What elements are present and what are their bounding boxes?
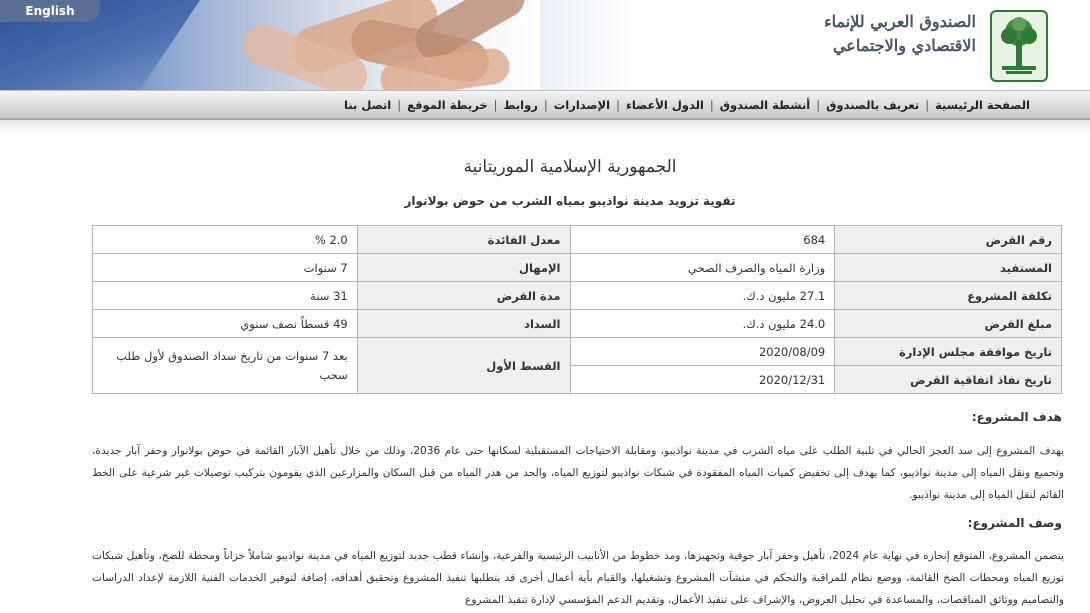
description-heading: وصف المشروع: — [967, 516, 1062, 530]
repayment-value: 49 قسطاً نصف سنوي — [93, 310, 358, 338]
nav-item-contact[interactable]: اتصل بنا — [344, 98, 392, 112]
nav-item-home[interactable]: الصفحة الرئيسية — [935, 98, 1030, 112]
effective-date-value: 2020/12/31 — [570, 366, 835, 394]
objective-text: يهدف المشروع إلى سد العجز الحالي في تلبية الطلب على مياه الشرب في مدينة نواذيبو، ومقابلة الاحتياجات المستقبلية لسكانها حتى عام 2036، وذلك من خلال تأهيل الآبار القائمة في حوض بولانوار وحفر آبار جديدة، وتجميع ونقل المياه إلى مدينة نواذيبو، كما يهدف إلى تخفيض كميات المياه المفقودة في شبكات نواذيبو لتوزيع المياه، والحد من هدر المياه من قبل السكان والمزارعين الذي يقومون بتركيب توصيلات غير شرعية على الخط القائم لنقل المياه إلى مدينة نواذيبو. — [92, 445, 1064, 501]
organization-name-line2: الاقتصادي والاجتماعي — [832, 36, 976, 55]
nav-item-sitemap[interactable]: خريطة الموقع — [407, 98, 488, 112]
nav-shadow — [0, 120, 1090, 134]
nav-item-member-states[interactable]: الدول الأعضاء — [625, 98, 704, 112]
project-title: تقوية تزويد مدينة نواذيبو بمياه الشرب من حوض بولانوار — [404, 194, 736, 208]
board-approval-date-label: تاريخ موافقة مجلس الإدارة — [835, 338, 1062, 366]
nav-separator: | — [493, 98, 498, 112]
palm-tree-icon — [994, 14, 1044, 78]
project-cost-value: 27.1 مليون د.ك. — [570, 282, 835, 310]
main-navigation — [0, 90, 1090, 120]
loan-term-label: مدة القرض — [357, 282, 570, 310]
loan-amount-label: مبلغ القرض — [835, 310, 1062, 338]
first-installment-label: القسط الأول — [357, 338, 570, 394]
loan-number-value: 684 — [570, 226, 835, 254]
effective-date-label: تاريخ نفاذ اتفاقية القرض — [835, 366, 1062, 394]
organization-name — [756, 10, 976, 58]
nav-separator: | — [543, 98, 548, 112]
table-row — [93, 226, 1062, 254]
nav-item-publications[interactable]: الإصدارات — [553, 98, 611, 112]
fund-logo[interactable] — [990, 10, 1048, 82]
nav-separator: | — [397, 98, 402, 112]
first-installment-value: بعد 7 سنوات من تاريخ سداد الصندوق لأول طلب سحب — [93, 338, 358, 394]
loan-number-label: رقم القرض — [835, 226, 1062, 254]
loan-details-table — [92, 225, 1062, 394]
nav-item-about[interactable]: تعريف بالصندوق — [826, 98, 920, 112]
table-row — [93, 338, 1062, 366]
loan-amount-value: 24.0 مليون د.ك. — [570, 310, 835, 338]
description-text: يتضمن المشروع، المتوقع إنجازه في نهاية عام 2024، تأهيل وحفر آبار جوفية وتجهيزها، ومد خطوط من الأنابيب الرئيسية والفرعية، وإنشاء قطب جديد لتوزيع المياه في مدينة نواذيبو شاملاً خزاناً ومحطة للضخ، وتأهيل شبكات توزيع المياه ومحطات الضخ القائمة، ووضع نظام للمراقبة والتحكم في منشآت المشروع وتشغيلها، والقيام بأية أعمال أخرى قد يتطلبها تنفيذ المشروع وتحقيق أهدافه، إضافة لتوفير الخدمات الفنية اللازمة لإعداد الدراسات والتصاميم ووثائق المناقصات، والمساعدة في تحليل العروض، والإشراف على تنفيذ الأعمال، وتقديم الدعم المؤسسي لإدارة تنفيذ المشروع — [92, 550, 1064, 606]
english-language-button[interactable]: English — [0, 0, 100, 22]
beneficiary-value: وزارة المياه والصرف الصحي — [570, 254, 835, 282]
nav-separator: | — [709, 98, 714, 112]
grace-period-label: الإمهال — [357, 254, 570, 282]
beneficiary-label: المستفيد — [835, 254, 1062, 282]
interest-rate-label: معدل الفائدة — [357, 226, 570, 254]
site-header — [0, 0, 1090, 90]
nav-separator: | — [616, 98, 620, 112]
loan-term-value: 31 سنة — [93, 282, 358, 310]
table-row — [93, 310, 1062, 338]
board-approval-date-value: 2020/08/09 — [570, 338, 835, 366]
organization-name-line1: الصندوق العربي للإنماء — [824, 12, 976, 31]
country-title: الجمهورية الإسلامية الموريتانية — [463, 157, 677, 177]
nav-separator: | — [816, 98, 821, 112]
interest-rate-value: 2.0 % — [93, 226, 358, 254]
repayment-label: السداد — [357, 310, 570, 338]
nav-item-activities[interactable]: أنشطة الصندوق — [719, 98, 811, 112]
nav-item-links[interactable]: روابط — [503, 98, 538, 112]
nav-separator: | — [925, 98, 930, 112]
table-row — [93, 282, 1062, 310]
grace-period-value: 7 سنوات — [93, 254, 358, 282]
table-row — [93, 254, 1062, 282]
project-cost-label: تكلفة المشروع — [835, 282, 1062, 310]
objective-heading: هدف المشروع: — [971, 410, 1062, 424]
